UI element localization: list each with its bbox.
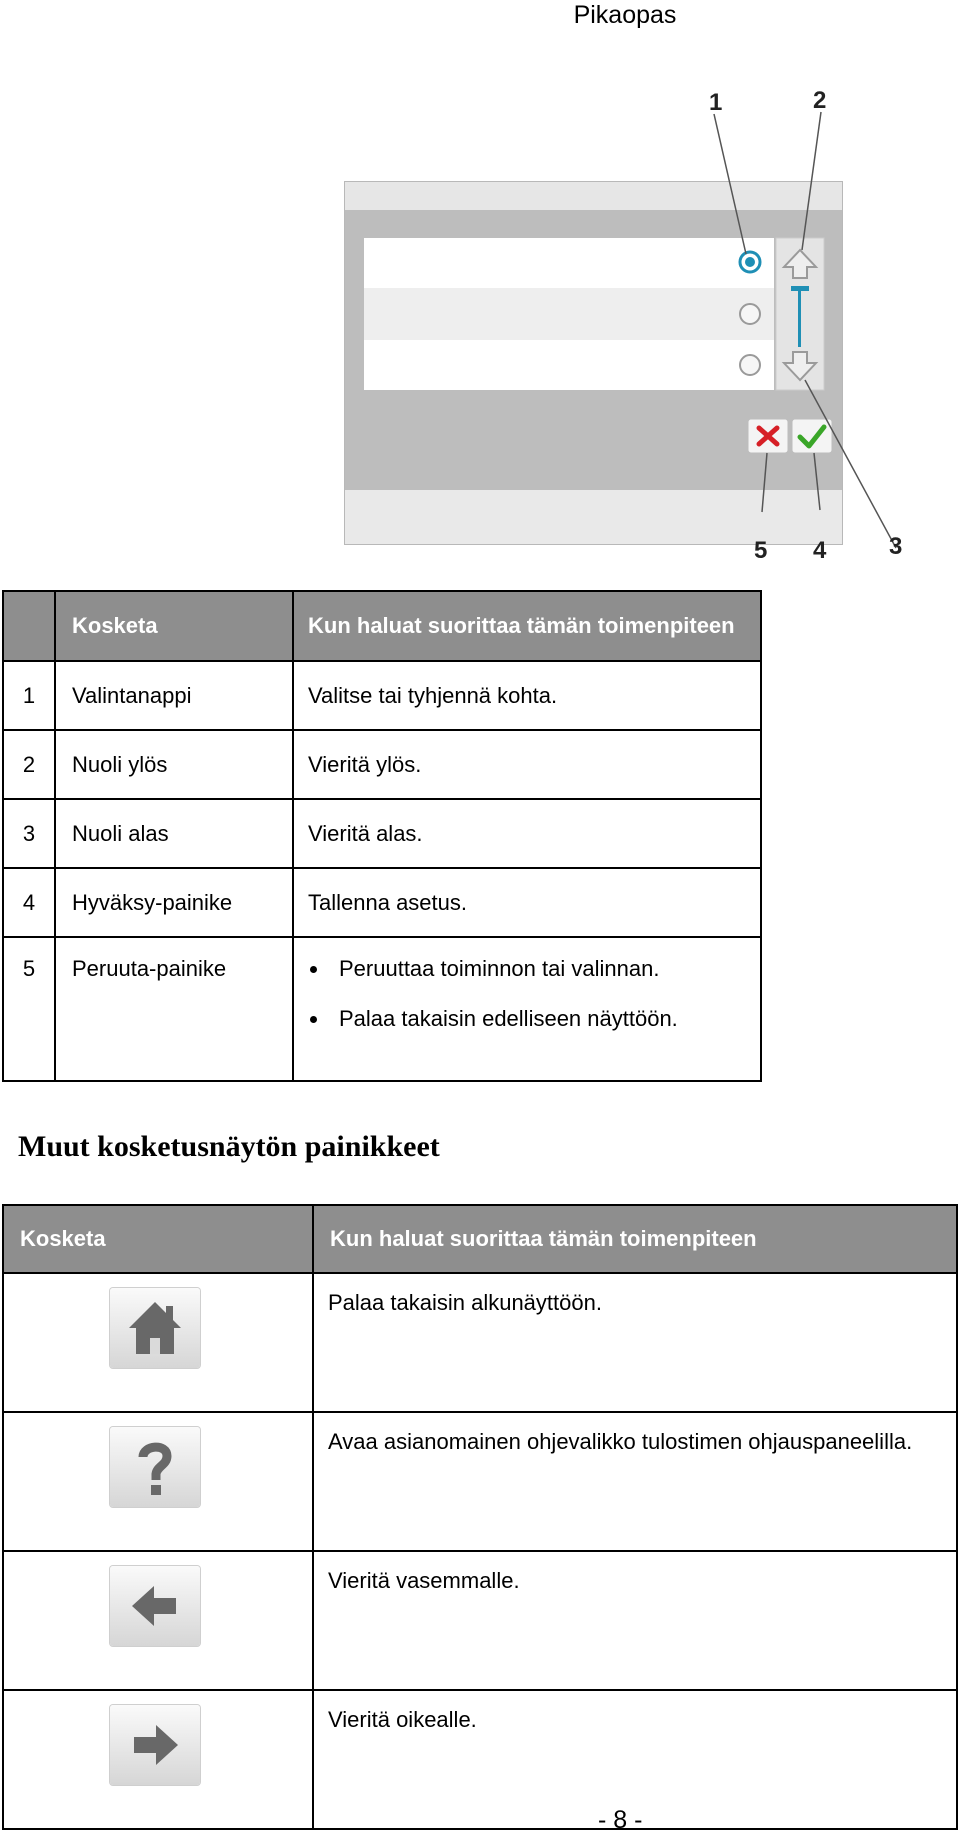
radio-selected-icon[interactable]	[740, 252, 760, 272]
home-button[interactable]	[110, 1288, 200, 1368]
table-row	[3, 799, 761, 868]
bullet-list	[294, 956, 750, 1056]
help-button[interactable]	[110, 1427, 200, 1507]
row-number: 5	[3, 937, 55, 1081]
left-arrow-button[interactable]	[110, 1566, 200, 1646]
icon-cell	[3, 1690, 313, 1829]
right-arrow-button[interactable]	[110, 1705, 200, 1785]
table-row	[3, 1412, 957, 1551]
row-action: Vieritä alas.	[293, 799, 761, 868]
table-row	[3, 868, 761, 937]
row-action: Valitse tai tyhjennä kohta.	[293, 661, 761, 730]
touchscreen-figure	[0, 80, 960, 580]
table-row	[3, 1273, 957, 1412]
table-row	[3, 937, 761, 1081]
cancel-button[interactable]	[748, 419, 788, 453]
row-name: Peruuta-painike	[55, 937, 293, 1081]
table-row	[3, 730, 761, 799]
row-name: Nuoli alas	[55, 799, 293, 868]
home-icon	[110, 1288, 200, 1368]
row-name: Valintanappi	[55, 661, 293, 730]
row-number: 3	[3, 799, 55, 868]
icon-cell	[3, 1551, 313, 1690]
row-action	[293, 937, 761, 1081]
radio-unselected-icon[interactable]	[740, 304, 760, 324]
right-arrow-icon	[110, 1705, 200, 1785]
page-number: - 8 -	[598, 1806, 643, 1834]
table-header-row	[3, 1205, 957, 1273]
bullet-item: Palaa takaisin edelliseen näyttöön.	[294, 1006, 750, 1056]
scroll-track	[798, 291, 801, 347]
buttons-table	[2, 590, 762, 1082]
row-action: Tallenna asetus.	[293, 868, 761, 937]
table-header-row	[3, 591, 761, 661]
header-cell-touch: Kosketa	[55, 591, 293, 661]
icon-cell	[3, 1412, 313, 1551]
row-name: Nuoli ylös	[55, 730, 293, 799]
left-arrow-icon	[110, 1566, 200, 1646]
section-heading: Muut kosketusnäytön painikkeet	[18, 1130, 440, 1163]
header-cell-action: Kun haluat suorittaa tämän toimenpiteen	[293, 591, 761, 661]
row-action: Vieritä vasemmalle.	[313, 1551, 957, 1690]
table-row	[3, 661, 761, 730]
row-action: Vieritä ylös.	[293, 730, 761, 799]
other-buttons-table	[2, 1204, 958, 1830]
row-number: 2	[3, 730, 55, 799]
row-name: Hyväksy-painike	[55, 868, 293, 937]
header-cell-touch: Kosketa	[3, 1205, 313, 1273]
help-icon	[110, 1427, 200, 1507]
callout-2: 2	[813, 87, 827, 114]
page-header-title: Pikaopas	[573, 1, 677, 29]
callout-3: 3	[889, 533, 903, 560]
callout-1: 1	[709, 89, 723, 116]
row-action: Vieritä oikealle.	[313, 1690, 957, 1829]
row-action: Avaa asianomainen ohjevalikko tulostimen ohjauspaneelilla.	[313, 1412, 957, 1551]
table-row	[3, 1551, 957, 1690]
icon-cell	[3, 1273, 313, 1412]
header-cell-number	[3, 591, 55, 661]
accept-button[interactable]	[792, 419, 832, 453]
callout-5: 5	[754, 537, 768, 564]
bullet-item: Peruuttaa toiminnon tai valinnan.	[294, 956, 750, 1006]
header-cell-action: Kun haluat suorittaa tämän toimenpiteen	[313, 1205, 957, 1273]
callout-4: 4	[813, 537, 827, 564]
scroll-thumb[interactable]	[791, 286, 809, 291]
row-action: Palaa takaisin alkunäyttöön.	[313, 1273, 957, 1412]
row-number: 4	[3, 868, 55, 937]
row-number: 1	[3, 661, 55, 730]
table-row	[3, 1690, 957, 1829]
radio-unselected-icon[interactable]	[740, 355, 760, 375]
